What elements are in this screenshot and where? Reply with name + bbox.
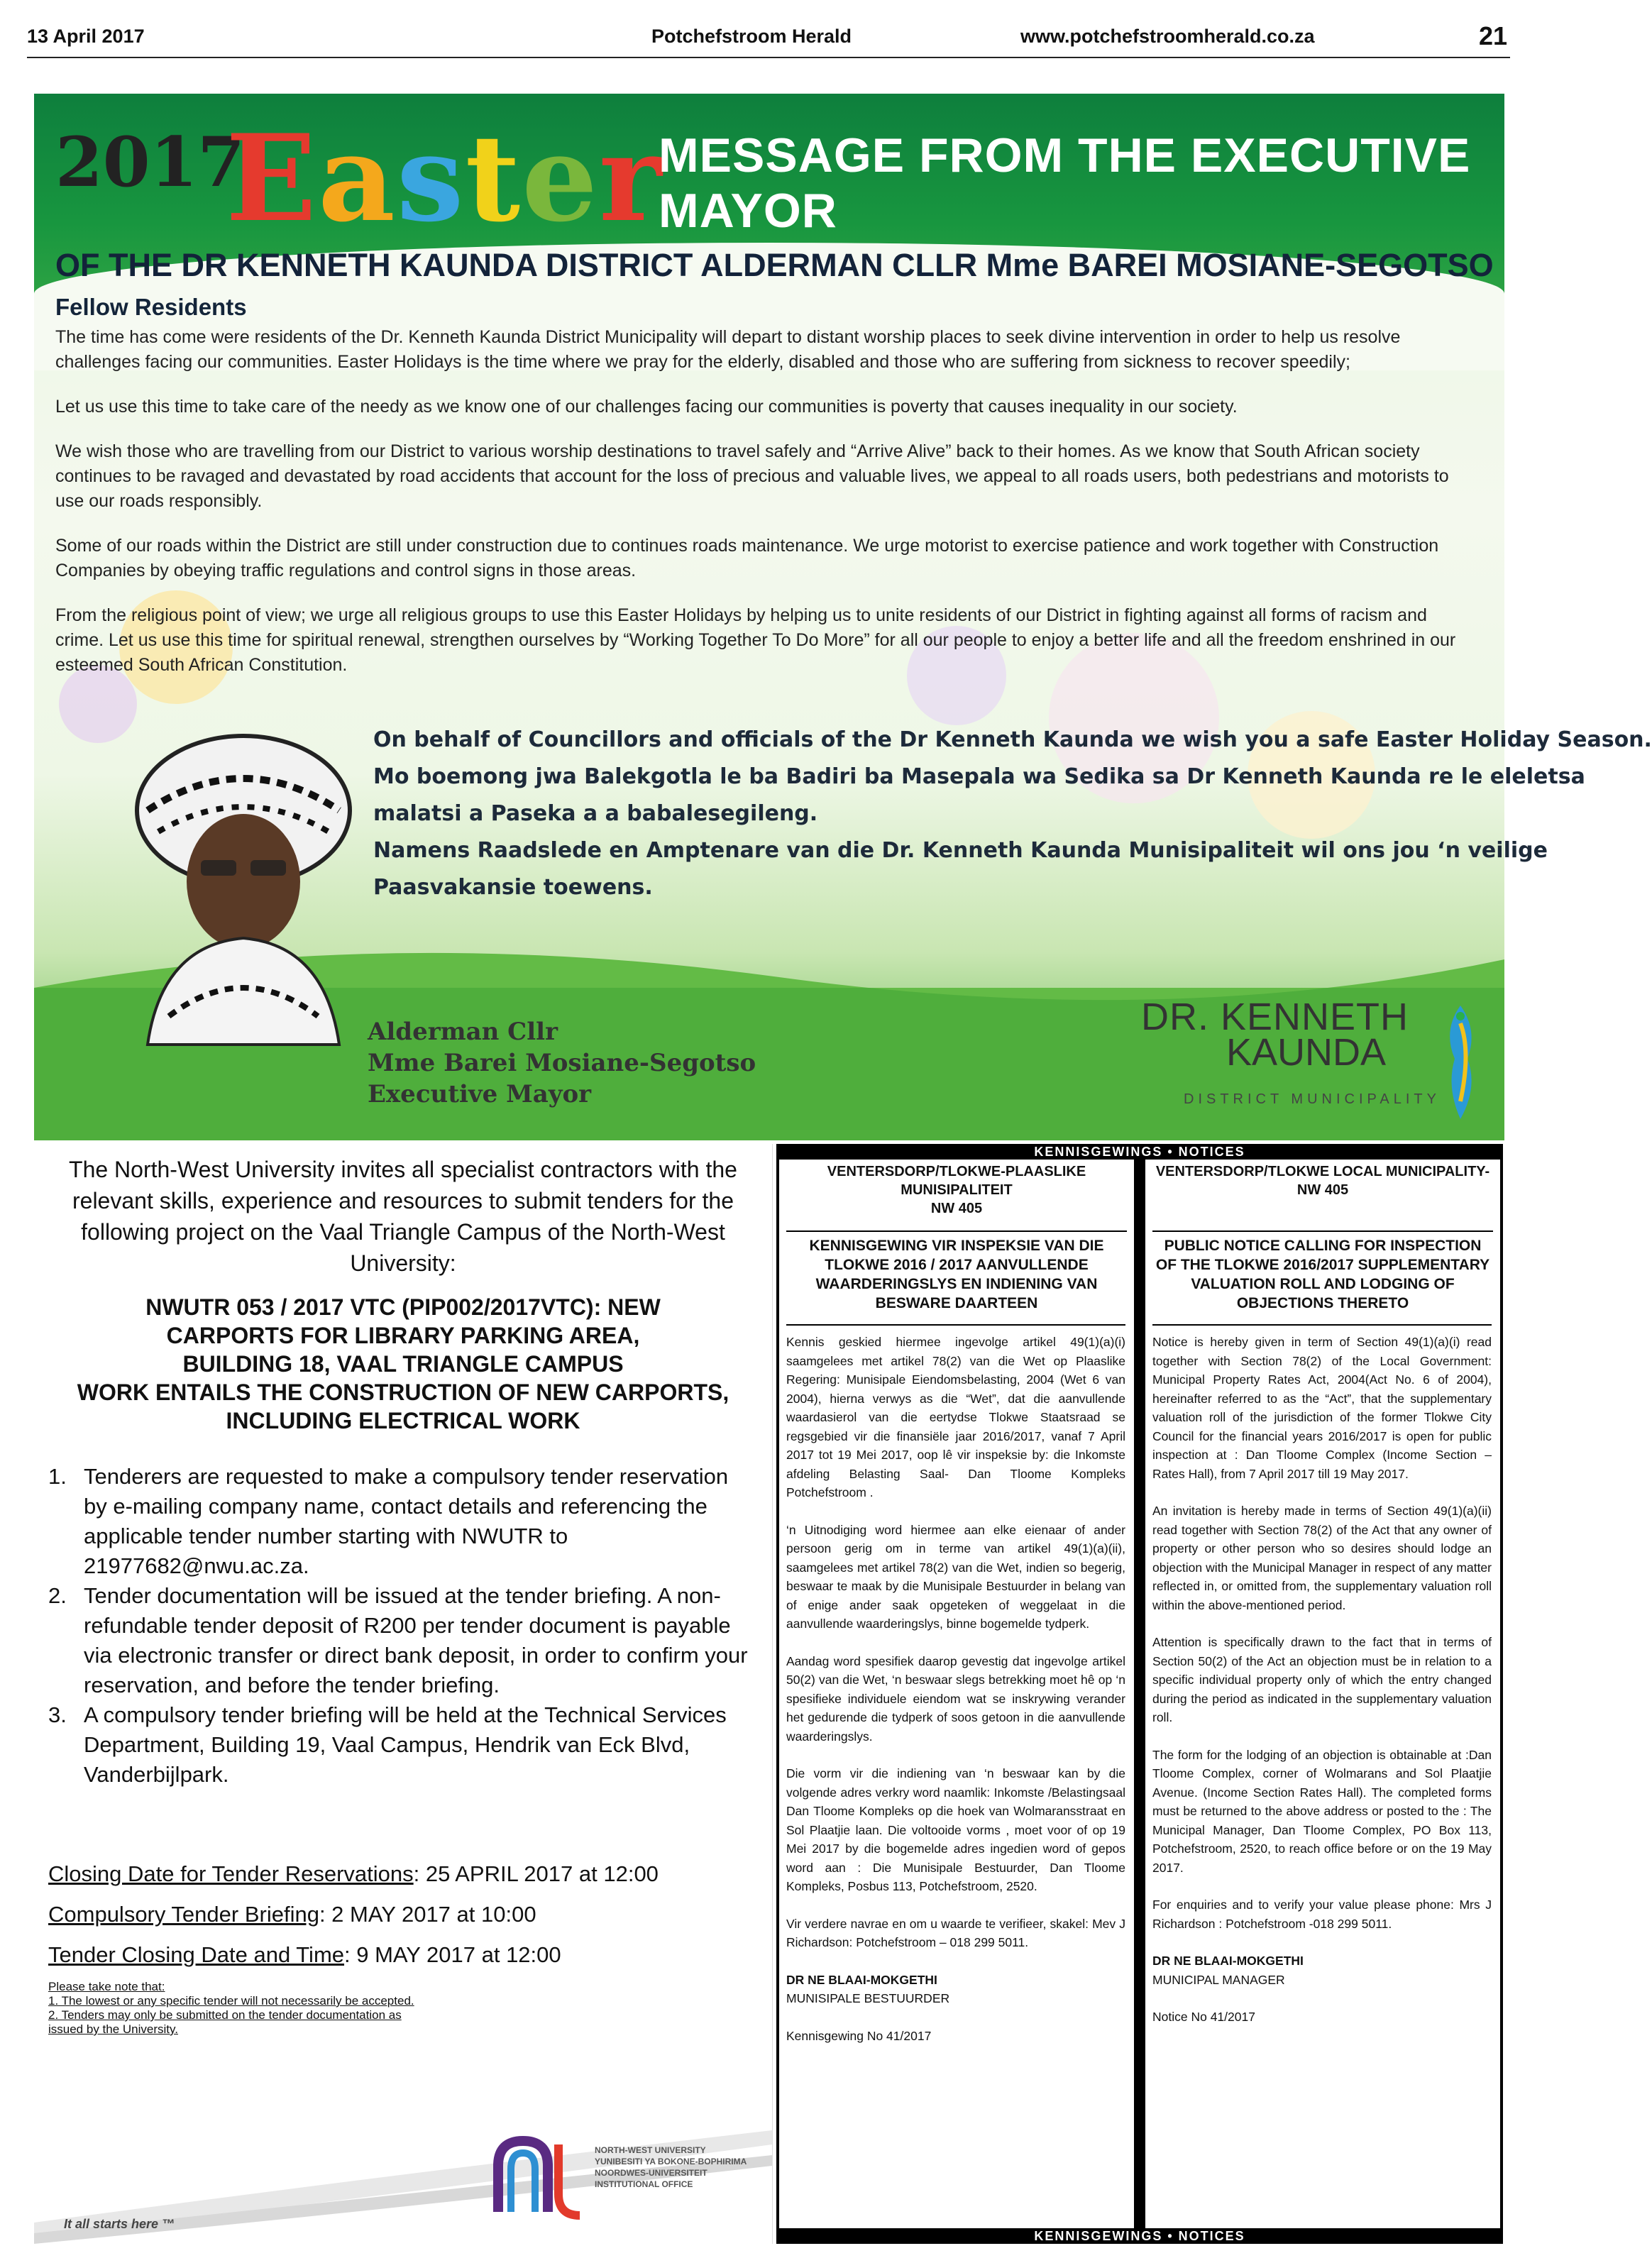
note-line: 1. The lowest or any specific tender will not necessarily be accepted. [48, 1994, 414, 2008]
caption-line: Mme Barei Mosiane-Segotso [368, 1049, 756, 1077]
notice-paragraph: Attention is specifically drawn to the fact that in terms of Section 50(2) of the Act an objection must be in relation to a specific individual property only of which the entry changed during the period as indicated in the supplementary valuation roll. [1152, 1635, 1492, 1724]
masthead [27, 20, 1510, 58]
logo-text-line: NORTH-WEST UNIVERSITY [595, 2145, 706, 2155]
tender-title-line: CARPORTS FOR LIBRARY PARKING AREA, [166, 1323, 640, 1348]
item-number: 2. [48, 1583, 67, 1608]
notice-paragraph: Aandag word spesifiek daarop gevestig dat ingevolge artikel 50(2) van die Wet, ‘n beswaar slegs betrekking moet hê op ‘n spesifieke individuele eiendom wat se inskrywing verander het gedurende die tydperk of soos getoon in die aanvullende waarderingslys. [786, 1653, 1125, 1744]
item-text: A compulsory tender briefing will be held at the Technical Services Department, Building 19, Vaal Campus, Hendrik van Eck Blvd, Vanderbijlpark. [84, 1702, 727, 1787]
greeting-line: On behalf of Councillors and officials of the Dr Kenneth Kaunda we wish you a safe Easter Holiday Season. [373, 727, 1652, 752]
notice-paragraph: Notice is hereby given in term of Section 49(1)(a)(i) read together with Section 78(2) of the Local Government: Municipal Property Rates Act, 2004(Act No. 6 of 2004), hereinafter referred to as the “Act”, that the supplementary valuation roll of the jurisdiction of the former Tlokwe City Council for the financial years 2016/2017 is open for public inspection at : Dan Tloome Complex (Income Section – Rates Hall), from 7 April 2017 till 19 May 2017. [1152, 1335, 1492, 1481]
notices-band-top: KENNISGEWINGS • NOTICES [1034, 1145, 1245, 1159]
signatory-name: DR NE BLAAI-MOKGETHI [786, 1972, 937, 1987]
notice-paragraph: Die vorm vir die indiening van ‘n beswaar kan by die volgende adres verkry word naamlik: Inkomste /Belastingsaal Dan Tloome Kompleks op die hoek van Wolmaransstraat en Sol Plaatjie laan. Die voltooide vorms , moet voor of op 19 Mei 2017 by die bogemelde adres ingedien word of gepos word aan : Die Munisipale Bestuurder, Dan Tloome Kompleks, Posbus 113, Potchefstroom, 2520. [786, 1766, 1125, 1893]
notice-afrikaans [779, 1160, 1134, 2228]
tender-title [48, 1293, 758, 1435]
signatory-title: MUNISIPALE BESTUURDER [786, 1991, 950, 2005]
tender-requirements-list [48, 1462, 751, 1790]
heading-line: VENTERSDORP/TLOKWE LOCAL MUNICIPALITY- [1155, 1164, 1490, 1179]
nwu-slogan: It all starts here ™ [64, 2217, 175, 2231]
dove-emblem-icon [1439, 1002, 1482, 1123]
notice-subheading: PUBLIC NOTICE CALLING FOR INSPECTION OF THE TLOKWE 2016/2017 SUPPLEMENTARY VALUATION ROLL AND LODGING OF OBJECTIONS THERETO [1152, 1230, 1493, 1313]
item-text: Tender documentation will be issued at the tender briefing. A non-refundable tender deposit of R200 per tender document is payable via electronic transfer or direct bank deposit, in order to confirm your reservation, and before the tender briefing. [84, 1583, 748, 1697]
tender-intro: The North-West University invites all specialist contractors with the relevant skills, experience and resources to submit tenders for the following project on the Vaal Triangle Campus of the North-West University: [69, 1157, 737, 1276]
message-paragraph: Let us use this time to take care of the needy as we know one of our challenges facing our communities is poverty that causes inequality in our society. [55, 397, 1238, 417]
note-line: 2. Tenders may only be submitted on the tender documentation as [48, 2008, 402, 2022]
page-number: 21 [1478, 21, 1507, 50]
public-notices [776, 1144, 1503, 2244]
date-value: : 9 MAY 2017 at 12:00 [344, 1942, 561, 1967]
list-item [48, 1581, 751, 1700]
greeting-line: Mo boemong jwa Balekgotla le ba Badiri ba Masepala wa Sedika sa Dr Kenneth Kaunda re le eleletsa [373, 764, 1585, 789]
date-label: Tender Closing Date and Time [48, 1942, 345, 1967]
greeting-line: malatsi a Paseka a a babalesegileng. [373, 801, 818, 826]
item-number: 3. [48, 1702, 67, 1727]
item-text: Tenderers are requested to make a compulsory tender reservation by e-mailing company name, contact details and referencing the applicable tender number starting with NWUTR to 21977682@nwu.ac.za. [84, 1464, 729, 1578]
logo-text-line: NOORDWES-UNIVERSITEIT [595, 2168, 707, 2178]
note-line: Please take note that: [48, 1980, 165, 1993]
list-item [48, 1700, 751, 1790]
issue-date: 13 April 2017 [27, 26, 145, 47]
notice-english [1145, 1160, 1500, 2228]
holiday-greeting [373, 722, 1652, 906]
tender-note [48, 1980, 488, 2037]
notice-paragraph: Kennis geskied hiermee ingevolge artikel 49(1)(a)(i) saamgelees met artikel 78(2) van die Wet op Plaaslike Regering: Munisipale Eiendomsbelasting, 2004 (Wet 6 van 2004), hierna verwys as die “Wet”, dat die aanvullende waardasierol van die eertydse Tlokwe Staatsraad se regsgebied vir die finansiële jaar 2016/2017, vanaf 7 April 2017 tot 19 Mei 2017, oop lê vir inspeksie by: die Inkomste afdeling Belasting Saal- Dan Tloome Kompleks Potchefstroom . [786, 1335, 1125, 1499]
signatory-title: MUNICIPAL MANAGER [1152, 1972, 1285, 1987]
signatory-name: DR NE BLAAI-MOKGETHI [1152, 1954, 1304, 1968]
note-line: issued by the University. [48, 2022, 178, 2036]
logo-text-line: INSTITUTIONAL OFFICE [595, 2179, 693, 2189]
date-label: Compulsory Tender Briefing [48, 1902, 319, 1927]
logo-text-line: YUNIBESITI YA BOKONE-BOPHIRIMA [595, 2157, 747, 2166]
notice-body [1152, 1324, 1492, 2027]
heading-line: NW 405 [1296, 1182, 1349, 1198]
newspaper-name: Potchefstroom Herald [651, 26, 852, 47]
date-value: : 2 MAY 2017 at 10:00 [319, 1902, 536, 1927]
notice-heading [779, 1162, 1134, 1218]
advert-salutation: Fellow Residents [55, 294, 247, 320]
greeting-line: Paasvakansie toewens. [373, 875, 653, 900]
tender-title-line: INCLUDING ELECTRICAL WORK [226, 1408, 580, 1433]
tender-title-line: BUILDING 18, VAAL TRIANGLE CAMPUS [182, 1351, 624, 1377]
notice-paragraph: For enquiries and to verify your value please phone: Mrs J Richardson : Potchefstroom -018 299 5011. [1152, 1898, 1492, 1931]
advert-message-body [55, 325, 1475, 698]
nwu-logo-text [595, 2144, 747, 2190]
greeting-line: Namens Raadslede en Amptenare van die Dr. Kenneth Kaunda Munisipaliteit wil ons jou ‘n veilige [373, 838, 1548, 863]
notice-reference: Kennisgewing No 41/2017 [786, 2028, 932, 2043]
message-paragraph: The time has come were residents of the Dr. Kenneth Kaunda District Municipality will depart to distant worship places to seek divine intervention in order to help us resolve challenges facing our communities. Easter Holidays is the time where we pray for the elderly, disabled and those who are suffering from sickness to recover speedily; [55, 327, 1401, 372]
easter-advert [34, 94, 1652, 1140]
item-number: 1. [48, 1464, 67, 1489]
notices-band-bottom: KENNISGEWINGS • NOTICES [1034, 2229, 1245, 2243]
notice-paragraph: The form for the lodging of an objection is obtainable at :Dan Tloome Complex, corner of Wolmarans and Sol Plaatjie Avenue. (Income Section Rates Hall). The completed forms must be returned to the above address or posted to the : The Municipal Manager, Dan Tloome Complex, PO Box 113, Potchefstroom, 2520, to reach office before or on the 19 May 2017. [1152, 1747, 1492, 1875]
tender-title-line: NWUTR 053 / 2017 VTC (PIP002/2017VTC): NEW [145, 1294, 661, 1320]
heading-line: VENTERSDORP/TLOKWE-PLAASLIKE MUNISIPALITEIT [827, 1164, 1086, 1198]
easter-wordmark: Easter [226, 108, 663, 248]
logo-line: DR. KENNETH [1141, 996, 1409, 1038]
notice-reference: Notice No 41/2017 [1152, 2010, 1255, 2024]
tender-title-line: WORK ENTAILS THE CONSTRUCTION OF NEW CARPORTS, [77, 1380, 729, 1405]
notice-body [786, 1324, 1125, 2045]
caption-line: Executive Mayor [368, 1080, 592, 1108]
district-logo [1141, 995, 1475, 1130]
notice-subheading: KENNISGEWING VIR INSPEKSIE VAN DIE TLOKWE 2016 / 2017 AANVULLENDE WAARDERINGSLYS EN INDIENING VAN BESWARE DAARTEEN [786, 1230, 1127, 1313]
advert-year: 2017 [55, 122, 246, 202]
heading-line: NW 405 [930, 1201, 983, 1216]
mayor-portrait [119, 732, 368, 1045]
logo-subtitle: DISTRICT MUNICIPALITY [1184, 1091, 1441, 1107]
message-paragraph: Some of our roads within the District are still under construction due to continues roads maintenance. We urge motorist to exercise patience and work together with Construction Companies by obeying traffic regulations and control signs in those areas. [55, 536, 1439, 580]
notice-heading [1145, 1162, 1500, 1199]
notice-paragraph: An invitation is hereby made in terms of Section 49(1)(a)(ii) read together with Section 78(2) of the Act that any owner of property or other person who so desires should lodge an objection with the Municipal Manager in respect of any matter reflected in, or omitted from, the supplementary valuation roll within the above-mentioned period. [1152, 1504, 1492, 1612]
date-value: : 25 APRIL 2017 at 12:00 [413, 1861, 659, 1886]
date-row [48, 1934, 751, 1975]
advert-subheading: OF THE DR KENNETH KAUNDA DISTRICT ALDERMAN CLLR Mme BAREI MOSIANE-SEGOTSO [55, 247, 1494, 283]
nwu-tender-advert [34, 1144, 773, 2244]
date-row [48, 1854, 751, 1894]
date-row [48, 1894, 751, 1934]
website-link[interactable]: www.potchefstroomherald.co.za [1020, 26, 1315, 47]
caption-line: Alderman Cllr [368, 1018, 558, 1046]
message-paragraph: From the religious point of view; we urge all religious groups to use this Easter Holidays by helping us to unite residents of our District in fighting against all forms of racism and crime. Let us use this time for spiritual renewal, strengthen ourselves by “Working Together To Do More” for all our people to enjoy a better life and all the freedom enshrined in our esteemed South African Constitution. [55, 605, 1456, 675]
mayor-caption [368, 1016, 756, 1110]
message-paragraph: We wish those who are travelling from our District to various worship destinations to travel safely and “Arrive Alive” back to their homes. As we know that South African society continues to be ravaged and devastated by road accidents that account for the loss of precious and valuable lives, we appeal to all roads users, both pedestrians and motorists to use our roads responsibly. [55, 441, 1449, 511]
logo-line: KAUNDA [1226, 1031, 1387, 1074]
date-label: Closing Date for Tender Reservations [48, 1861, 414, 1886]
notice-paragraph: ‘n Uitnodiging word hiermee aan elke eienaar of ander persoon gerig om in terme van artikel 49(1)(a)(ii), saamgelees met artikel 78(2) van die Wet, indien so begerig, beswaar te maak by die Munisipale Bestuurder in belang van of enige ander saak opgeteken of weggelaat in die aanvullende waarderingslys, binne bogemelde tydperk. [786, 1522, 1125, 1631]
list-item [48, 1462, 751, 1581]
notice-paragraph: Vir verdere navrae en om u waarde te verifieer, skakel: Mev J Richardson: Potchefstroom – 018 299 5011. [786, 1916, 1125, 1949]
tender-dates [48, 1854, 751, 1975]
advert-heading: MESSAGE FROM THE EXECUTIVE MAYOR [659, 128, 1471, 238]
